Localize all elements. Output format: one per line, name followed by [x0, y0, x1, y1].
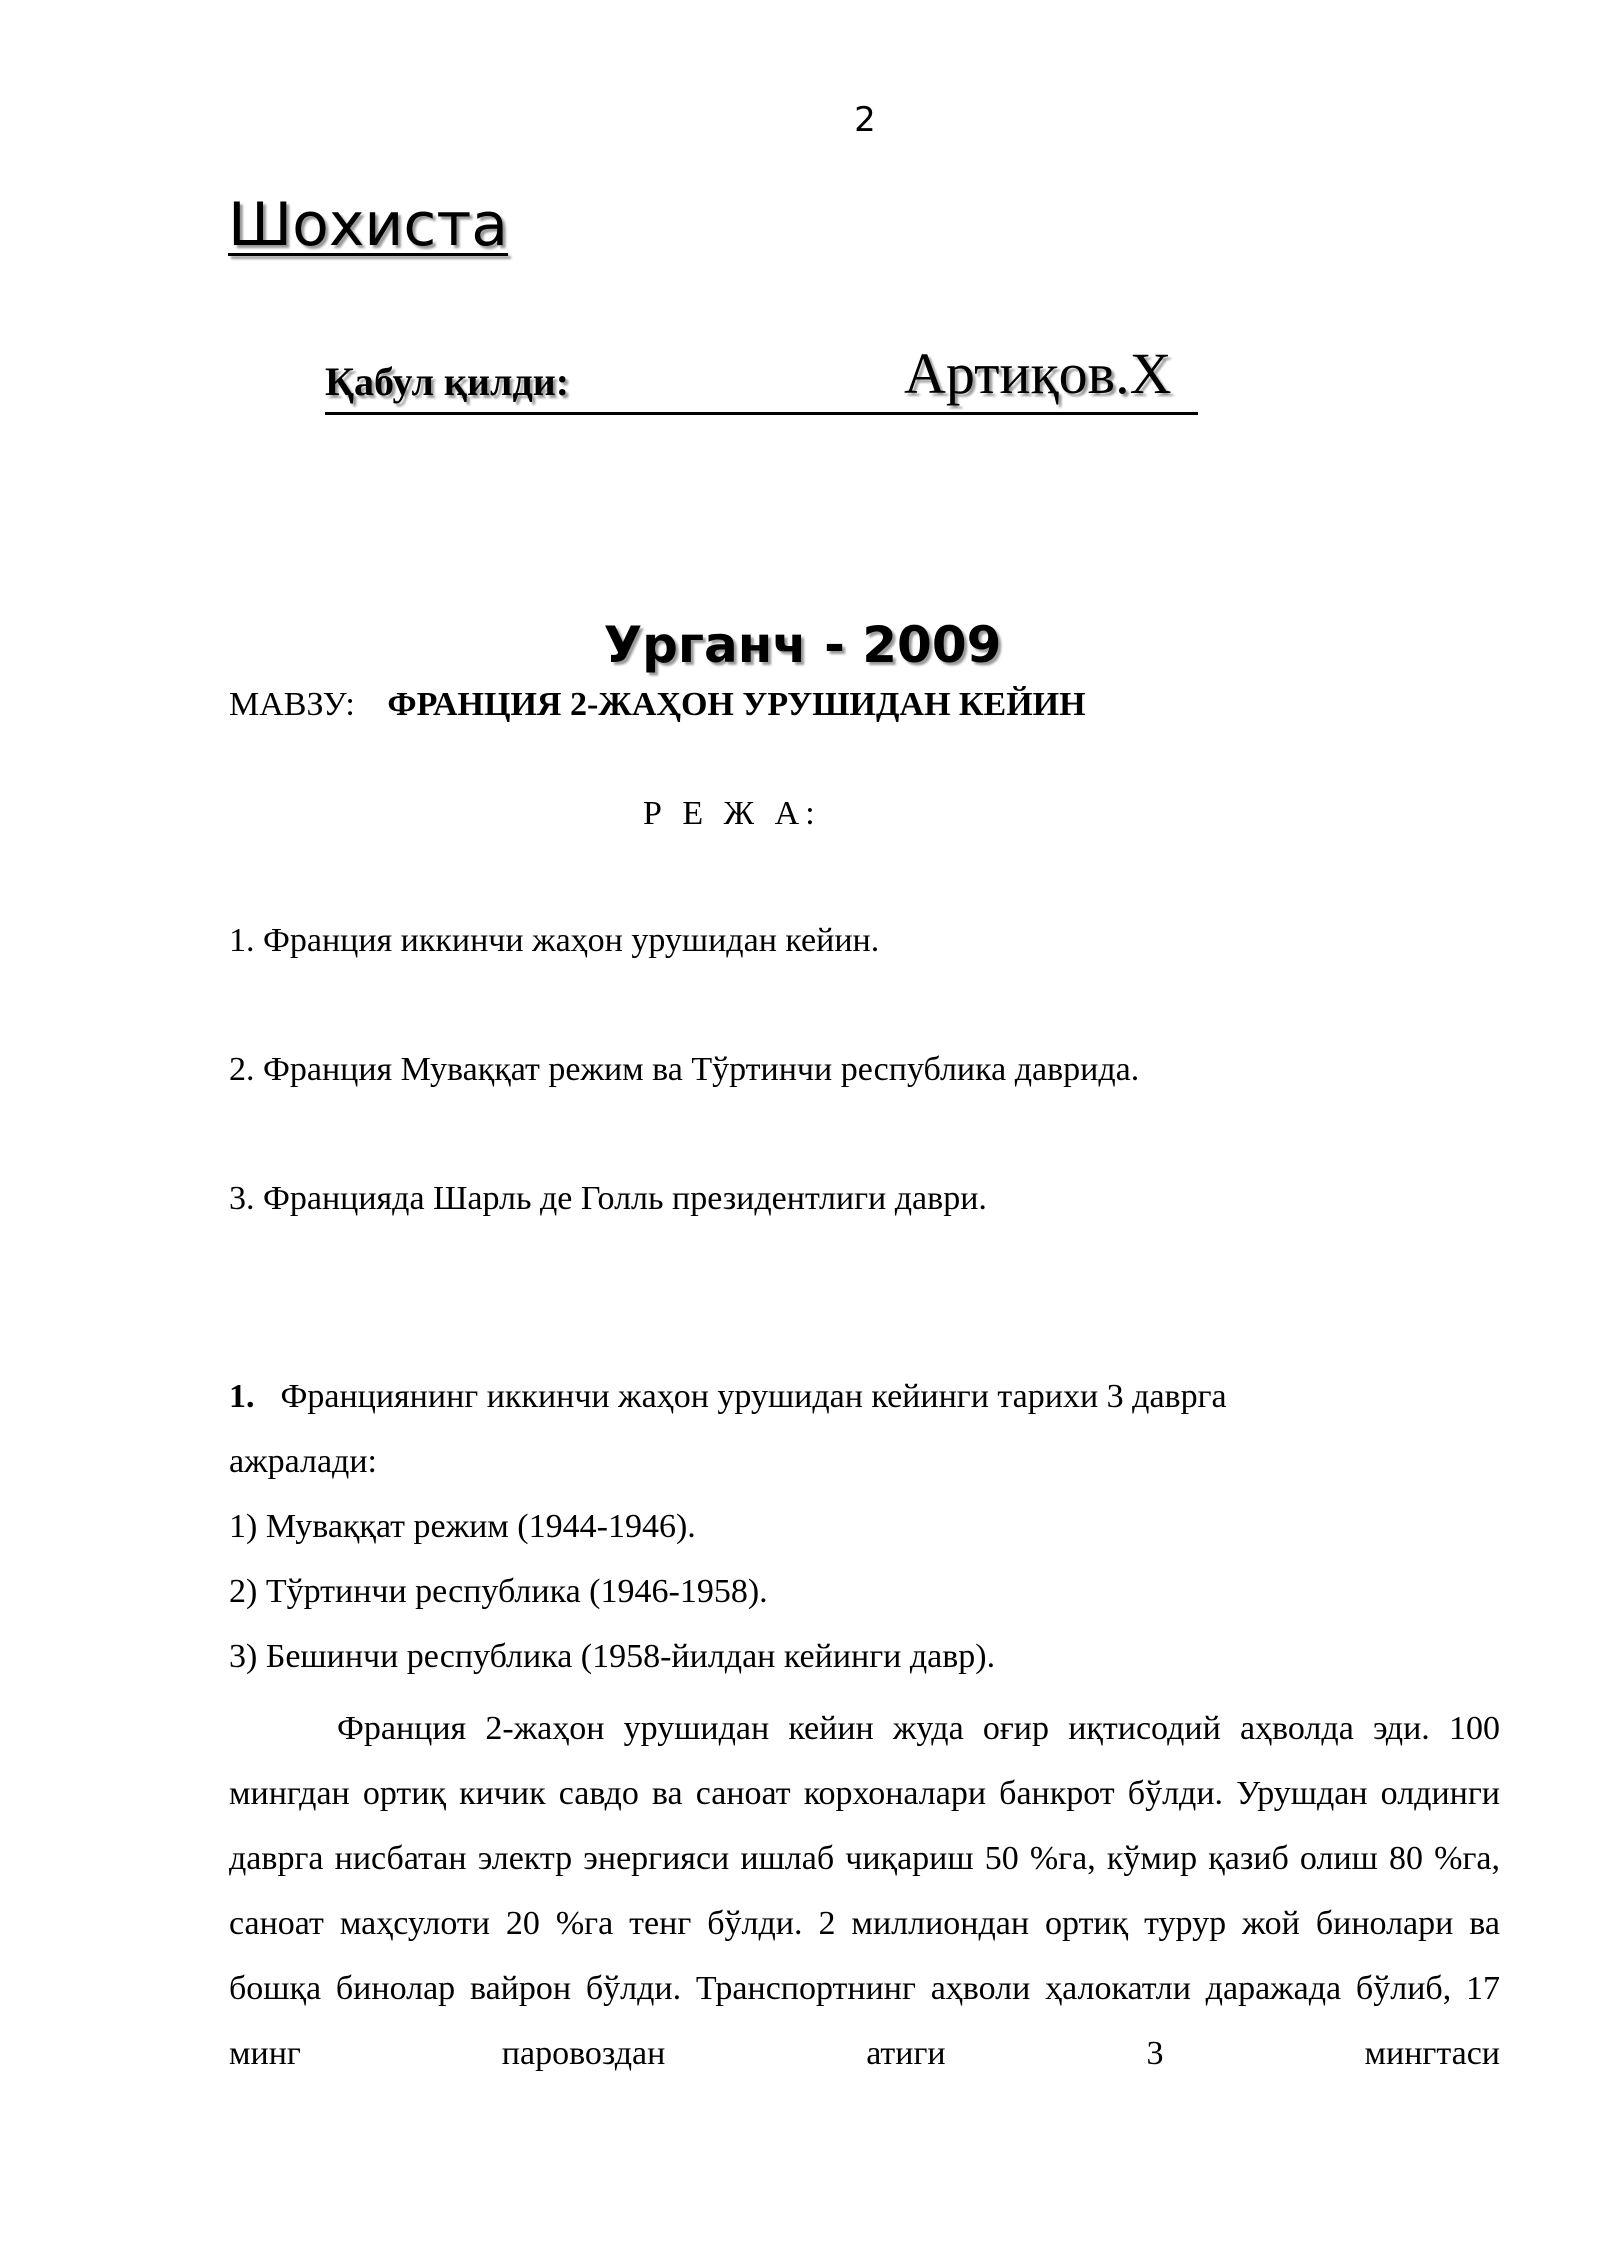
body-paragraph — [229, 1696, 1500, 2086]
period-item: 1) Муваққат режим (1944-1946). — [229, 1508, 696, 1545]
body-paragraph-text: Франция 2-жаҳон урушидан кейин жуда оғир иқтисодий аҳволда эди. 100 мингдан ортиқ кичик савдо ва саноат корхоналари банкрот бўлди. Урушдан олдинги даврга нисбатан электр энергияси ишлаб чиқариш 50 %га, кўмир қазиб олиш 80 %га, саноат маҳсулоти 20 %га тенг бўлди. 2 миллиондан ортиқ турур жой бинолари ва бошқа бинолар вайрон бўлди. Транспортнинг аҳволи ҳалокатли даражада бўлиб, 17 минг паровоздан атиги 3 мингтаси — [229, 1710, 1500, 2072]
plan-heading: Р Е Ж А: — [643, 795, 821, 832]
section-1-intro: Франциянинг иккинчи жаҳон урушидан кейинги тарихи 3 даврга — [280, 1378, 1227, 1415]
accepted-by-name: Артиқов.Х — [904, 341, 1172, 406]
author-name: Шохиста — [228, 190, 509, 260]
topic-line — [229, 686, 1086, 724]
topic-label: МАВЗУ: — [229, 686, 355, 723]
period-item: 2) Тўртинчи республика (1946-1958). — [229, 1573, 768, 1610]
section-1-intro-continued: ажралади: — [229, 1443, 377, 1480]
topic-title: ФРАНЦИЯ 2-ЖАҲОН УРУШИДАН КЕЙИН — [387, 686, 1086, 723]
city-year: Урганч - 2009 — [603, 616, 1002, 674]
period-item: 3) Бешинчи республика (1958-йилдан кейинги давр). — [229, 1638, 996, 1675]
page-number: 2 — [854, 100, 876, 140]
plan-item: 2. Франция Муваққат режим ва Тўртинчи республика даврида. — [229, 1051, 1140, 1088]
section-1-heading — [229, 1378, 1227, 1416]
plan-item: 3. Францияда Шарль де Голль президентлиги даври. — [229, 1180, 987, 1217]
plan-item: 1. Франция иккинчи жаҳон урушидан кейин. — [229, 922, 880, 959]
section-1-number: 1. — [229, 1378, 255, 1415]
accepted-label: Қабул қилди: — [325, 359, 570, 404]
